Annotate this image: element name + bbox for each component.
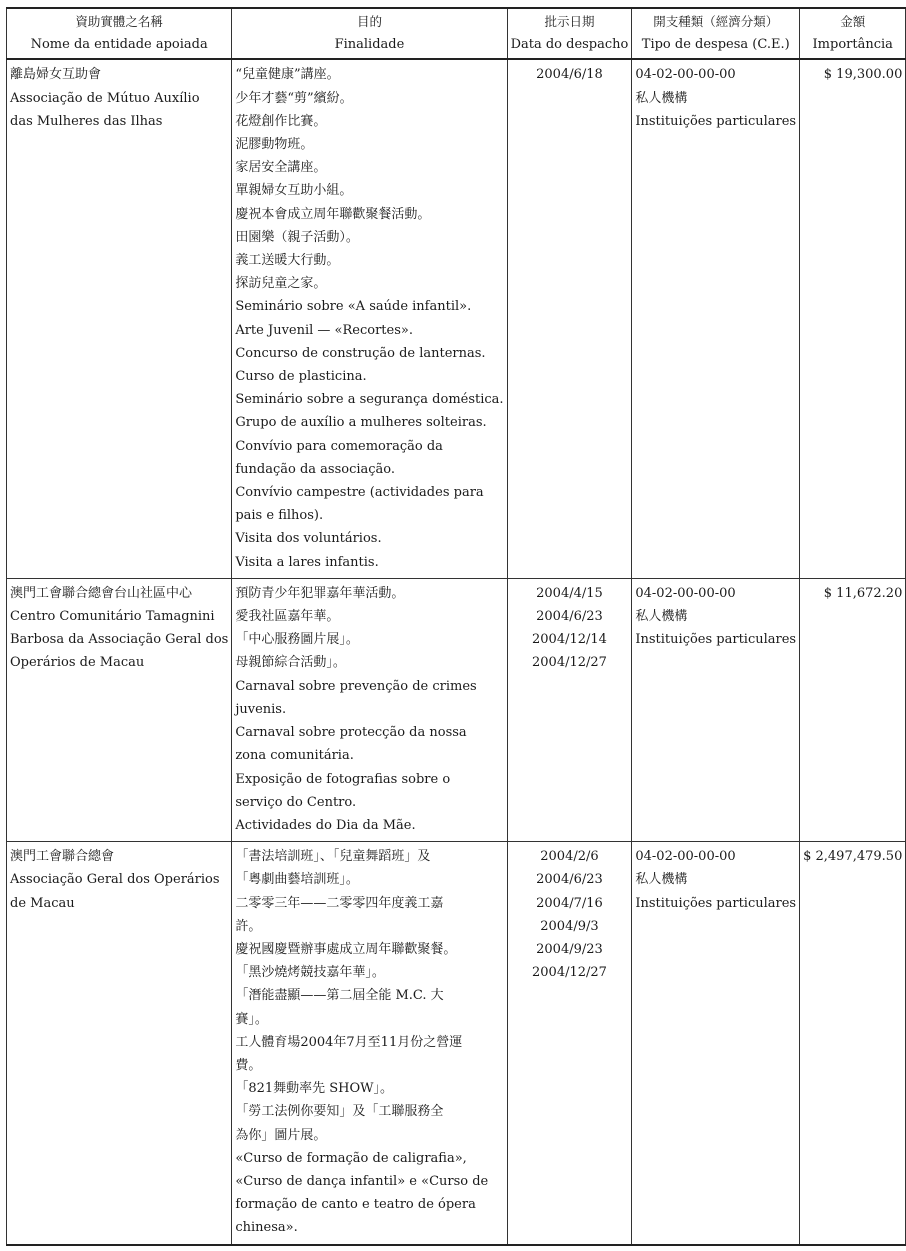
amount-value: $ 2,497,479.50	[803, 849, 903, 865]
purpose-cell-line: Seminário sobre «A saúde infantil».	[235, 299, 472, 315]
date-cell-line: 2004/6/23	[536, 872, 603, 888]
purpose-cell-line: Grupo de auxílio a mulheres solteiras.	[235, 415, 487, 431]
date-cell-line: 2004/4/15	[536, 585, 603, 601]
purpose-cell-line: 預防青少年犯罪嘉年華活動。	[235, 585, 405, 601]
header-date-pt: Data do despacho	[510, 37, 629, 53]
date-cell-line: 2004/6/18	[536, 67, 603, 83]
header-type-zh: 開支種類（經濟分類）	[653, 14, 779, 29]
purpose-cell-line: «Curso de dança infantil» e «Curso de	[235, 1173, 489, 1189]
purpose-cell-line: Carnaval sobre prevenção de crimes	[235, 678, 477, 694]
purpose-cell-line: 二零零三年——二零零四年度義工嘉	[235, 895, 444, 911]
purpose-cell-line: zona comunitária.	[235, 748, 354, 764]
purpose-cell-line: Arte Juvenil — «Recortes».	[235, 322, 413, 338]
subsidy-table	[6, 7, 906, 1246]
purpose-cell-line: Visita dos voluntários.	[235, 531, 382, 547]
purpose-cell-line: Carnaval sobre protecção da nossa	[235, 725, 467, 741]
header-amount-zh: 金額	[840, 14, 866, 29]
purpose-cell	[232, 59, 507, 578]
expense-type-cell-line: Instituições particulares	[635, 895, 797, 911]
date-cell	[507, 578, 632, 841]
header-org	[7, 8, 232, 59]
purpose-cell-line: 愛我社區嘉年華。	[235, 609, 340, 625]
purpose-cell-line: 工人體育場2004年7月至11月份之營運	[235, 1034, 463, 1050]
purpose-cell-line: Visita a lares infantis.	[235, 554, 379, 570]
expense-type-cell	[632, 578, 800, 841]
purpose-cell-line: 賽」。	[235, 1011, 268, 1027]
table-body	[7, 59, 906, 1244]
purpose-cell	[232, 842, 507, 1245]
expense-type-cell-line: Instituições particulares	[635, 113, 797, 129]
org-name-cell	[7, 578, 232, 841]
purpose-cell-line: formação de canto e teatro de ópera	[235, 1197, 476, 1213]
org-name-cell	[7, 842, 232, 1245]
purpose-cell-line: Convívio para comemoração da	[235, 438, 443, 454]
date-cell-line: 2004/9/23	[536, 941, 603, 957]
header-purpose-pt: Finalidade	[334, 37, 405, 53]
purpose-cell-line: 探訪兒童之家。	[235, 276, 327, 292]
date-cell	[507, 59, 632, 578]
org-name-cell-line: Associação Geral dos Operários	[10, 872, 220, 888]
purpose-cell-line: 「勞工法例你要知」及「工聯服務全	[235, 1104, 444, 1120]
purpose-cell-line: Concurso de construção de lanternas.	[235, 345, 486, 361]
org-name-cell	[7, 59, 232, 578]
header-type	[632, 8, 800, 59]
purpose-cell-line: 母親節綜合活動」。	[235, 655, 346, 671]
amount-cell	[800, 578, 906, 841]
purpose-cell-line: serviço do Centro.	[235, 794, 357, 810]
org-name-cell-line: 離島婦女互助會	[10, 67, 102, 83]
purpose-cell-line: 許。	[235, 918, 262, 934]
date-cell-line: 2004/12/27	[532, 965, 607, 981]
date-cell-line: 2004/6/23	[536, 609, 603, 625]
org-name-cell-line: 澳門工會聯合總會台山社區中心	[10, 585, 193, 601]
purpose-cell-line: chinesa».	[235, 1220, 298, 1236]
header-amount	[800, 8, 906, 59]
purpose-cell-line: fundação da associação.	[235, 461, 396, 477]
purpose-cell-line: 家居安全講座。	[235, 160, 327, 176]
header-date	[507, 8, 632, 59]
expense-type-cell	[632, 59, 800, 578]
date-cell-line: 2004/9/3	[540, 918, 599, 934]
purpose-cell-line: 費。	[235, 1057, 262, 1073]
date-cell-line: 2004/7/16	[536, 895, 603, 911]
purpose-cell-line: 慶祝本會成立周年聯歡聚餐活動。	[235, 206, 431, 222]
header-org-zh: 資助實體之名稱	[75, 14, 163, 29]
purpose-cell-line: juvenis.	[235, 701, 287, 717]
table-row	[7, 59, 906, 578]
table-row	[7, 842, 906, 1245]
header-purpose	[232, 8, 507, 59]
purpose-cell-line: 田園樂（親子活動）。	[235, 229, 359, 245]
org-name-cell-line: das Mulheres das Ilhas	[10, 113, 163, 129]
org-name-cell-line: Barbosa da Associação Geral dos	[10, 632, 229, 648]
purpose-cell-line: Seminário sobre a segurança doméstica.	[235, 392, 504, 408]
purpose-cell-line: 「潛能盡顯——第二屆全能 M.C. 大	[235, 988, 444, 1004]
amount-value: $ 19,300.00	[823, 67, 903, 83]
header-amount-pt: Importância	[812, 37, 893, 53]
header-row	[7, 8, 906, 59]
purpose-cell-line: 花燈創作比賽。	[235, 113, 327, 129]
org-name-cell-line: de Macau	[10, 895, 75, 911]
expense-type-cell-line: 私人機構	[635, 90, 688, 106]
purpose-cell-line: 泥膠動物班。	[235, 137, 314, 153]
expense-type-cell	[632, 842, 800, 1245]
purpose-cell-line: 義工送暖大行動。	[235, 253, 340, 269]
purpose-cell-line: 「中心服務圖片展」。	[235, 632, 359, 648]
amount-cell	[800, 59, 906, 578]
header-type-pt: Tipo de despesa (C.E.)	[641, 37, 790, 53]
expense-type-cell-line: 04-02-00-00-00	[635, 849, 736, 865]
table-row	[7, 578, 906, 841]
header-date-zh: 批示日期	[544, 14, 595, 29]
purpose-cell-line: 為你」圖片展。	[235, 1127, 327, 1143]
date-cell-line: 2004/12/14	[532, 632, 607, 648]
amount-cell	[800, 842, 906, 1245]
expense-type-cell-line: 04-02-00-00-00	[635, 585, 736, 601]
purpose-cell-line: 「粵劇曲藝培訓班」。	[235, 872, 359, 888]
purpose-cell-line: 慶祝國慶暨辦事處成立周年聯歡聚餐。	[235, 941, 457, 957]
expense-type-cell-line: 04-02-00-00-00	[635, 67, 736, 83]
date-cell-line: 2004/12/27	[532, 655, 607, 671]
header-purpose-zh: 目的	[356, 14, 382, 29]
date-cell	[507, 842, 632, 1245]
purpose-cell-line: 「黑沙燒烤競技嘉年華」。	[235, 965, 385, 981]
org-name-cell-line: Associação de Mútuo Auxílio	[10, 90, 200, 106]
purpose-cell-line: Convívio campestre (actividades para	[235, 485, 484, 501]
expense-type-cell-line: Instituições particulares	[635, 632, 797, 648]
header-org-pt: Nome da entidade apoiada	[30, 37, 208, 53]
purpose-cell-line: Curso de plasticina.	[235, 369, 367, 385]
purpose-cell-line: Actividades do Dia da Mãe.	[235, 817, 416, 833]
amount-value: $ 11,672.20	[823, 585, 903, 601]
purpose-cell-line: Exposição de fotografias sobre o	[235, 771, 451, 787]
org-name-cell-line: Centro Comunitário Tamagnini	[10, 609, 215, 625]
date-cell-line: 2004/2/6	[540, 849, 599, 865]
purpose-cell	[232, 578, 507, 841]
org-name-cell-line: Operários de Macau	[10, 655, 145, 671]
purpose-cell-line: 「821舞動率先 SHOW」。	[235, 1081, 394, 1097]
purpose-cell-line: 少年才藝“剪”繽紛。	[235, 90, 353, 106]
org-name-cell-line: 澳門工會聯合總會	[10, 849, 115, 865]
purpose-cell-line: pais e filhos).	[235, 508, 324, 524]
purpose-cell-line: 單親婦女互助小組。	[235, 183, 353, 199]
purpose-cell-line: «Curso de formação de caligrafia»,	[235, 1150, 467, 1166]
purpose-cell-line: 「書法培訓班」、「兒童舞蹈班」及	[235, 849, 431, 865]
purpose-cell-line: “兒童健康”講座。	[235, 67, 340, 83]
expense-type-cell-line: 私人機構	[635, 872, 688, 888]
expense-type-cell-line: 私人機構	[635, 609, 688, 625]
